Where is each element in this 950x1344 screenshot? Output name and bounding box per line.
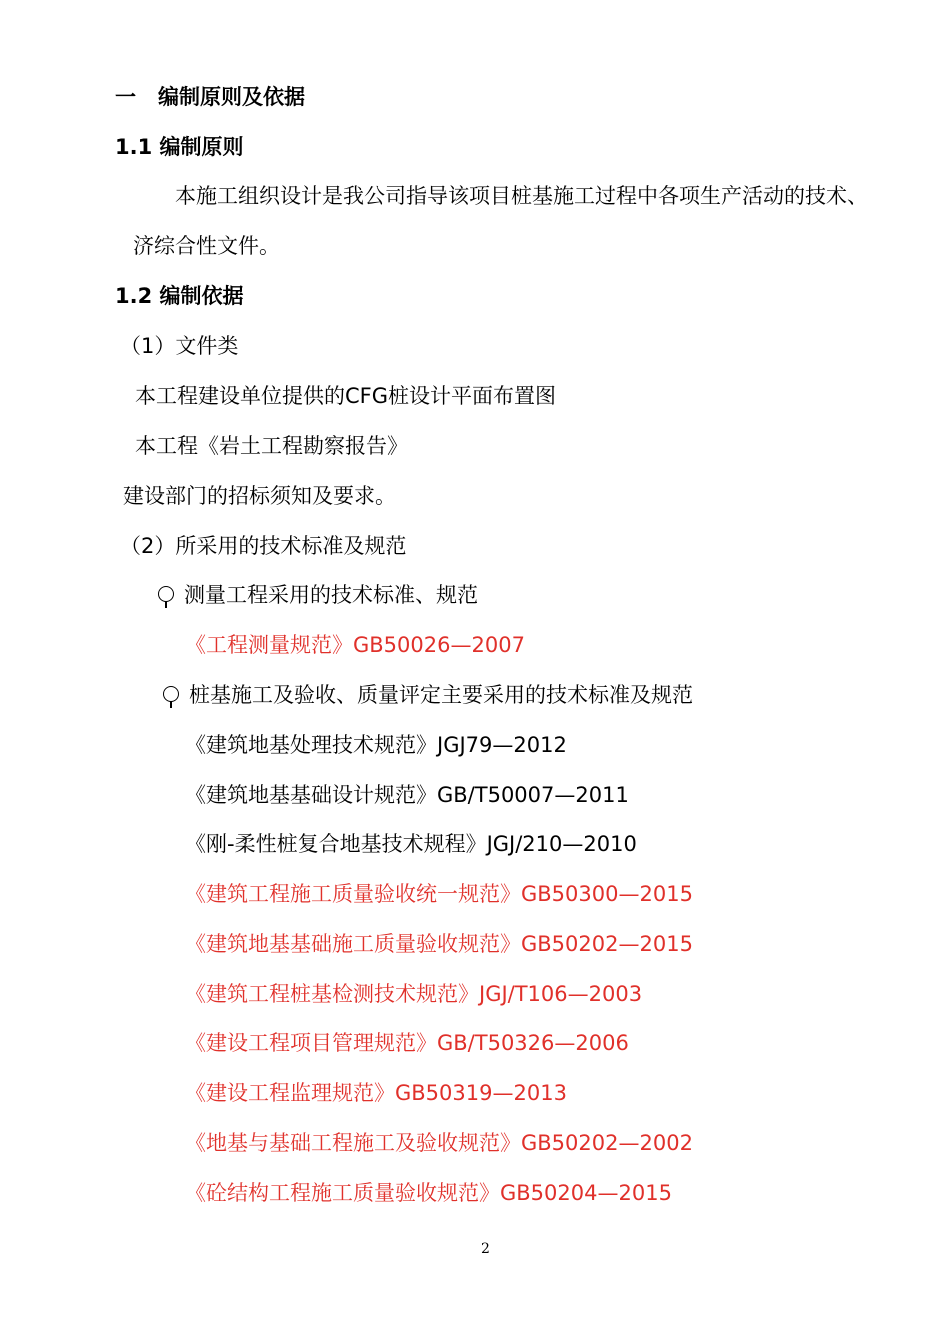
list-item: 建设部门的招标须知及要求。: [123, 484, 396, 508]
standard-item: 《建筑工程施工质量验收统一规范》GB50300—2015: [185, 882, 693, 906]
group-title-survey: 测量工程采用的技术标准、规范: [158, 582, 478, 608]
standard-item: 《建筑地基基础设计规范》GB/T50007—2011: [185, 783, 629, 807]
paragraph-line-2: 济综合性文件。: [133, 234, 280, 258]
subsection-title-1-2: 1.2 编制依据: [115, 284, 244, 308]
standard-item: 《刚-柔性桩复合地基技术规程》JGJ/210—2010: [185, 832, 637, 856]
list-item: 本工程《岩土工程勘察报告》: [135, 434, 408, 458]
paragraph-line-1: 本施工组织设计是我公司指导该项目桩基施工过程中各项生产活动的技术、: [175, 184, 868, 208]
standard-item: 《工程测量规范》GB50026—2007: [185, 633, 525, 657]
group-title-pile: 桩基施工及验收、质量评定主要采用的技术标准及规范: [163, 682, 693, 708]
standard-item: 《地基与基础工程施工及验收规范》GB50202—2002: [185, 1131, 693, 1155]
section-heading: [115, 84, 305, 110]
subsection-title-1-1: 1.1 编制原则: [115, 135, 244, 159]
bullet-circle-icon: [163, 686, 179, 702]
standard-item: 《建筑地基处理技术规范》JGJ79—2012: [185, 733, 567, 757]
standard-item: 《建设工程监理规范》GB50319—2013: [185, 1081, 567, 1105]
section-title: 编制原则及依据: [158, 85, 305, 109]
standard-item: 《建设工程项目管理规范》GB/T50326—2006: [185, 1031, 629, 1055]
standard-item: 《砼结构工程施工质量验收规范》GB50204—2015: [185, 1181, 672, 1205]
sub-heading-standards: （2）所采用的技术标准及规范: [120, 534, 407, 558]
page-number: 2: [481, 1241, 490, 1257]
bullet-circle-icon: [158, 586, 174, 602]
sub-heading-documents: （1）文件类: [120, 334, 239, 358]
standard-item: 《建筑地基基础施工质量验收规范》GB50202—2015: [185, 932, 693, 956]
list-item: 本工程建设单位提供的CFG桩设计平面布置图: [135, 384, 557, 408]
section-number: 一: [115, 85, 136, 109]
standard-item: 《建筑工程桩基检测技术规范》JGJ/T106—2003: [185, 982, 643, 1006]
